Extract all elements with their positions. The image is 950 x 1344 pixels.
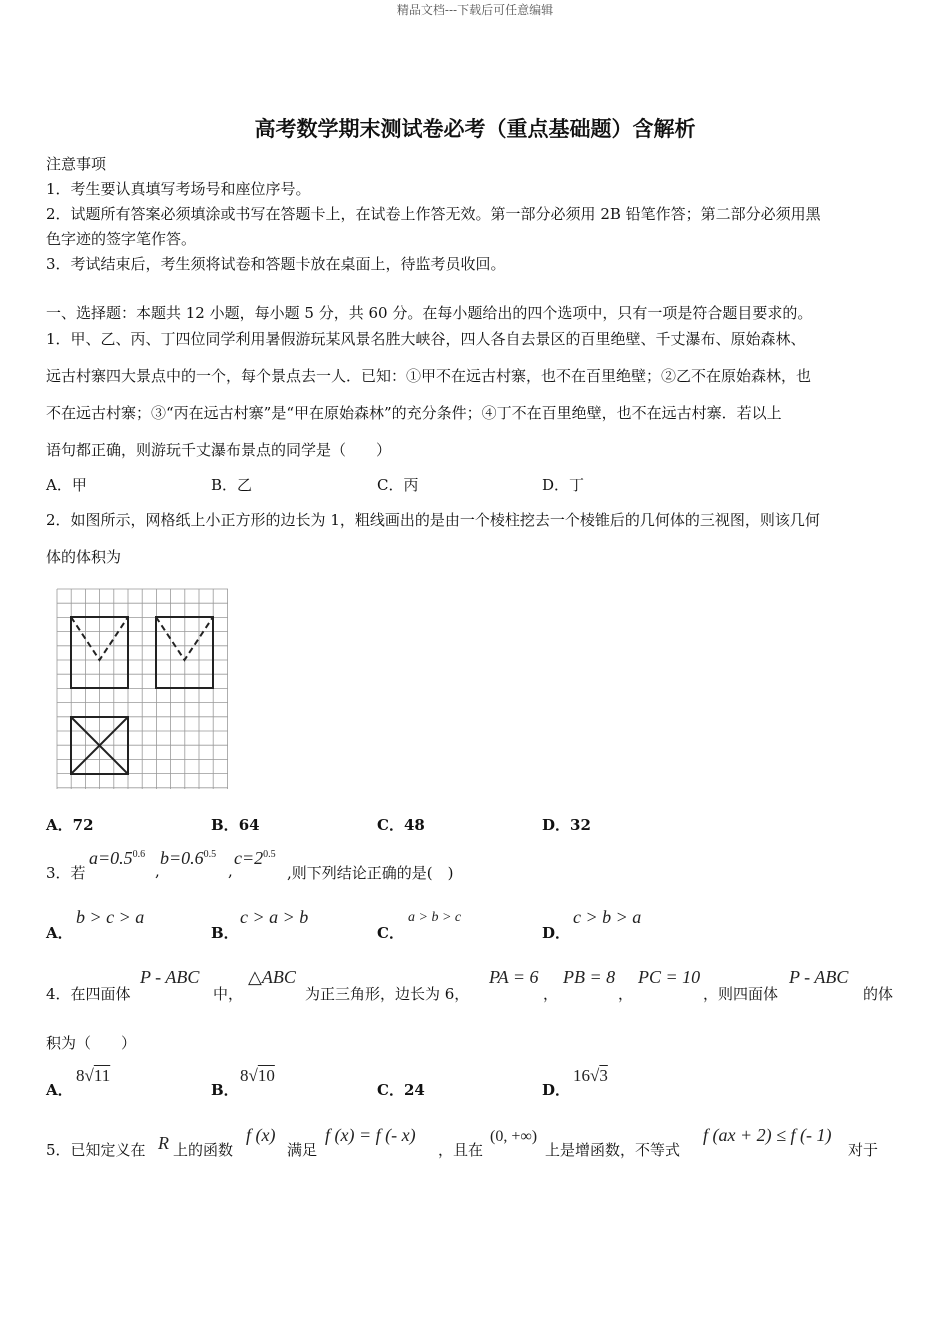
q1-line-3: 不在远古村寨；③“丙在远古村寨”是“甲在原始森林”的充分条件；④丁不在百里绝壁，也不在远古村寨．若以上 <box>46 404 782 422</box>
section-heading: 一、选择题：本题共 12 小题，每小题 5 分，共 60 分。在每小题给出的四个选项中，只有一项是符合题目要求的。 <box>46 304 813 322</box>
q2-line-2: 体的体积为 <box>46 548 122 566</box>
q5-text-2: 上的函数 <box>173 1141 234 1159</box>
q1-line-2: 远古村寨四大景点中的一个，每个景点去一人．已知：①甲不在远古村寨，也不在百里绝壁；②乙不在原始森林，也 <box>46 367 812 385</box>
q3-prefix: 3．若 <box>46 864 86 882</box>
q4-math-pc: PC = 10 <box>638 967 701 987</box>
q3-option-d-label: D． <box>542 924 571 942</box>
q4-math-tetrahedron-2: P - ABC <box>789 967 849 987</box>
q4-option-c: C．24 <box>377 1081 425 1099</box>
three-view-grid <box>56 588 230 792</box>
q4-option-d-expr: 16√3 <box>573 1066 608 1085</box>
q1-option-a: A．甲 <box>46 476 87 494</box>
q5-text-4: ，且在 <box>438 1141 484 1159</box>
q5-math-inequality: f (ax + 2) ≤ f (- 1) <box>703 1125 832 1145</box>
q3-suffix: ,则下列结论正确的是( ) <box>287 864 454 882</box>
q4-math-tetrahedron: P - ABC <box>140 967 200 987</box>
q5-math-even: f (x) = f (- x) <box>325 1125 416 1145</box>
q2-option-c: C．48 <box>377 816 425 834</box>
q5-math-interval: (0, +∞) <box>490 1128 538 1145</box>
q1-option-d: D．丁 <box>542 476 585 494</box>
q4-text-1: 4．在四面体 <box>46 985 131 1003</box>
q2-option-d: D．32 <box>542 816 591 834</box>
q3-option-d-expr: c > b > a <box>573 907 642 927</box>
q1-option-b: B．乙 <box>211 476 253 494</box>
document-title: 高考数学期末测试卷必考（重点基础题）含解析 <box>254 116 696 141</box>
q1-line-1: 1．甲、乙、丙、丁四位同学利用暑假游玩某风景名胜大峡谷，四人各自去景区的百里绝壁、千丈瀑布、原始森林、 <box>46 330 806 348</box>
q2-option-b: B．64 <box>211 816 260 834</box>
q4-text-2: 中， <box>213 985 244 1003</box>
page-header: 精品文档---下载后可任意编辑 <box>396 3 554 17</box>
q4-math-pb: PB = 8 <box>563 967 616 987</box>
q3-option-b-expr: c > a > b <box>240 907 309 927</box>
q3-b-expression: $b=0.6^{0.5}$ <box>160 848 217 868</box>
q3-a-expression: $a=0.5^{0.6}$ <box>89 848 146 868</box>
q5-text-5: 上是增函数，不等式 <box>545 1141 681 1159</box>
q3-c-expression: $c=2^{0.5}$ <box>234 848 276 868</box>
q4-option-b-expr: 8√10 <box>240 1066 275 1085</box>
q3-option-a-expr: b > c > a <box>76 907 145 927</box>
q4-option-a-expr: 8√11 <box>76 1066 111 1085</box>
q5-text-3: 满足 <box>287 1141 318 1159</box>
q1-option-c: C．丙 <box>377 476 419 494</box>
q3-option-c-label: C． <box>377 924 404 942</box>
notice-item-2-line-2: 色字迹的签字笔作答。 <box>46 230 197 248</box>
notice-item-1: 1．考生要认真填写考场号和座位序号。 <box>46 180 311 198</box>
q3-option-b-label: B． <box>211 924 239 942</box>
q3-option-c-expr: a > b > c <box>408 910 462 925</box>
q4-option-a-label: A． <box>46 1081 73 1099</box>
q4-text-3: 为正三角形，边长为 6， <box>305 985 470 1003</box>
q2-line-1: 2．如图所示，网格纸上小正方形的边长为 1，粗线画出的是由一个棱柱挖去一个棱锥后的几何体的三视图，则该几何 <box>46 511 820 529</box>
q4-option-d-label: D． <box>542 1081 571 1099</box>
notice-heading: 注意事项 <box>46 155 107 173</box>
q4-line-2: 积为（ ） <box>46 1034 137 1052</box>
q5-text-1: 5．已知定义在 <box>46 1141 146 1159</box>
q4-text-4: ，则四面体 <box>703 985 779 1003</box>
three-view-figure <box>56 588 230 792</box>
notice-item-2-line-1: 2．试题所有答案必须填涂或书写在答题卡上，在试卷上作答无效。第一部分必须用 2B 铅笔作答；第二部分必须用黑 <box>46 205 821 223</box>
q1-line-4: 语句都正确，则游玩千丈瀑布景点的同学是（ ） <box>46 441 392 459</box>
q2-option-a: A．72 <box>46 816 94 834</box>
q4-math-pa: PA = 6 <box>489 967 539 987</box>
notice-item-3: 3．考试结束后，考生须将试卷和答题卡放在桌面上，待监考员收回。 <box>46 255 506 273</box>
q5-math-r: R <box>158 1133 169 1153</box>
q5-text-6: 对于 <box>848 1141 879 1159</box>
q3-option-a-label: A． <box>46 924 73 942</box>
q4-text-5: 的体 <box>863 985 894 1003</box>
q4-option-b-label: B． <box>211 1081 239 1099</box>
q5-math-fx: f (x) <box>246 1125 276 1145</box>
q4-math-triangle: △ABC <box>248 967 296 987</box>
